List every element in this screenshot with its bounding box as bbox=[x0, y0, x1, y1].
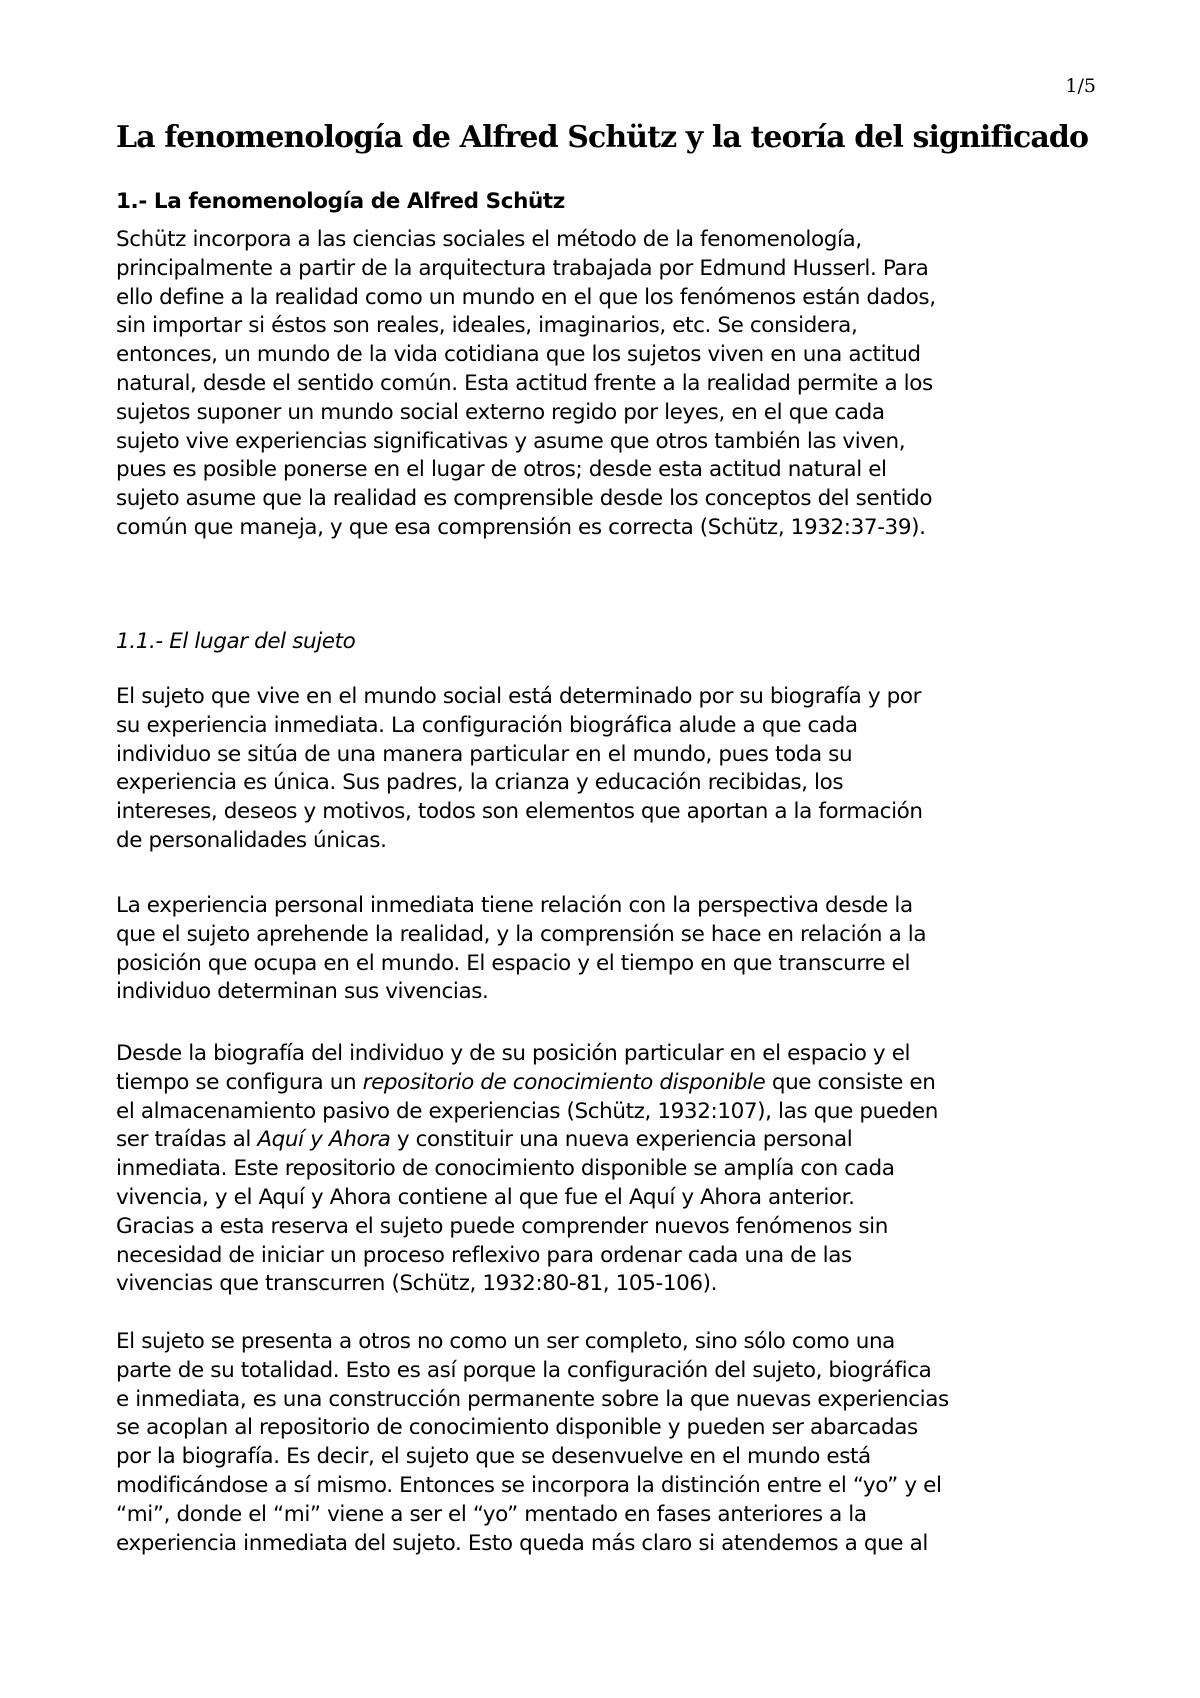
paragraph-line: pues es posible ponerse en el lugar de otros; desde esta actitud natural el bbox=[116, 457, 887, 483]
paragraph-2 bbox=[116, 683, 1126, 856]
paragraph-line: sujeto vive experiencias significativas y asume que otros también las viven, bbox=[116, 428, 906, 454]
paragraph-line: natural, desde el sentido común. Esta actitud frente a la realidad permite a los bbox=[116, 370, 933, 396]
paragraph-line: entonces, un mundo de la vida cotidiana que los sujetos viven en una actitud bbox=[116, 342, 921, 368]
paragraph-4 bbox=[116, 1040, 1126, 1299]
paragraph-3 bbox=[116, 892, 1126, 1007]
paragraph-line: que el sujeto aprehende la realidad, y la comprensión se hace en relación a la bbox=[116, 921, 927, 947]
paragraph-line: común que maneja, y que esa comprensión es correcta (Schütz, 1932:37-39). bbox=[116, 514, 926, 540]
subsection-heading: 1.1.- El lugar del sujeto bbox=[116, 629, 356, 654]
text-run: que consiste en bbox=[765, 1069, 936, 1095]
page-number: 1/5 bbox=[1065, 75, 1096, 97]
emphasis-repositorio: repositorio de conocimiento disponible bbox=[362, 1069, 766, 1095]
emphasis-aqui-ahora: Aquí y Ahora bbox=[257, 1127, 391, 1153]
paragraph-line: Gracias a esta reserva el sujeto puede comprender nuevos fenómenos sin bbox=[116, 1213, 888, 1239]
paragraph-line: La experiencia personal inmediata tiene relación con la perspectiva desde la bbox=[116, 893, 913, 918]
paragraph-line: vivencia, y el Aquí y Ahora contiene al que fue el Aquí y Ahora anterior. bbox=[116, 1184, 855, 1210]
paragraph-line: modificándose a sí mismo. Entonces se incorpora la distinción entre el “yo” y el bbox=[116, 1472, 942, 1498]
document-title: La fenomenología de Alfred Schütz y la teoría del significado bbox=[116, 120, 1089, 155]
text-run: y constituir una nueva experiencia personal bbox=[390, 1127, 853, 1153]
paragraph-line: se acoplan al repositorio de conocimiento disponible y pueden ser abarcadas bbox=[116, 1415, 918, 1441]
paragraph-line: experiencia es única. Sus padres, la crianza y educación recibidas, los bbox=[116, 770, 844, 796]
paragraph-line: sujeto asume que la realidad es comprensible desde los conceptos del sentido bbox=[116, 486, 933, 512]
paragraph-line: ello define a la realidad como un mundo en el que los fenómenos están dados, bbox=[116, 284, 936, 310]
paragraph-line: inmediata. Este repositorio de conocimiento disponible se amplía con cada bbox=[116, 1156, 895, 1182]
paragraph-line: experiencia inmediata del sujeto. Esto queda más claro si atendemos a que al bbox=[116, 1530, 928, 1556]
paragraph-line: Schütz incorpora a las ciencias sociales el método de la fenomenología, bbox=[116, 227, 862, 252]
paragraph-1 bbox=[116, 226, 1126, 543]
paragraph-line bbox=[116, 1069, 1126, 1098]
section-heading: 1.- La fenomenología de Alfred Schütz bbox=[116, 189, 565, 214]
paragraph-line: Desde la biografía del individuo y de su posición particular en el espacio y el bbox=[116, 1041, 911, 1066]
paragraph-line: sin importar si éstos son reales, ideales, imaginarios, etc. Se considera, bbox=[116, 313, 858, 339]
paragraph-line: El sujeto que vive en el mundo social está determinado por su biografía y por bbox=[116, 684, 922, 709]
paragraph-line: el almacenamiento pasivo de experiencias (Schütz, 1932:107), las que pueden bbox=[116, 1098, 938, 1124]
paragraph-line: El sujeto se presenta a otros no como un ser completo, sino sólo como una bbox=[116, 1329, 895, 1354]
paragraph-5 bbox=[116, 1328, 1126, 1558]
paragraph-line: intereses, deseos y motivos, todos son elementos que aportan a la formación bbox=[116, 799, 923, 825]
paragraph-line: principalmente a partir de la arquitectura trabajada por Edmund Husserl. Para bbox=[116, 255, 929, 281]
paragraph-line: e inmediata, es una construcción permanente sobre la que nuevas experiencias bbox=[116, 1386, 949, 1412]
paragraph-line: vivencias que transcurren (Schütz, 1932:80-81, 105-106). bbox=[116, 1271, 718, 1297]
paragraph-line: necesidad de iniciar un proceso reflexivo para ordenar cada una de las bbox=[116, 1242, 852, 1268]
paragraph-line: “mi”, donde el “mi” viene a ser el “yo” mentado en fases anteriores a la bbox=[116, 1501, 867, 1527]
paragraph-line: individuo determinan sus vivencias. bbox=[116, 979, 489, 1005]
paragraph-line: por la biografía. Es decir, el sujeto que se desenvuelve en el mundo está bbox=[116, 1444, 871, 1470]
paragraph-line: sujetos suponer un mundo social externo regido por leyes, en el que cada bbox=[116, 399, 885, 425]
text-run: tiempo se configura un bbox=[116, 1069, 363, 1095]
paragraph-line: posición que ocupa en el mundo. El espacio y el tiempo en que transcurre el bbox=[116, 950, 911, 976]
paragraph-line: individuo se sitúa de una manera particular en el mundo, pues toda su bbox=[116, 741, 853, 767]
paragraph-line: de personalidades únicas. bbox=[116, 827, 387, 853]
text-run: ser traídas al bbox=[116, 1127, 258, 1153]
paragraph-line: parte de su totalidad. Esto es así porque la configuración del sujeto, biográfica bbox=[116, 1357, 932, 1383]
paragraph-line: su experiencia inmediata. La configuración biográfica alude a que cada bbox=[116, 712, 858, 738]
paragraph-line bbox=[116, 1126, 1126, 1155]
